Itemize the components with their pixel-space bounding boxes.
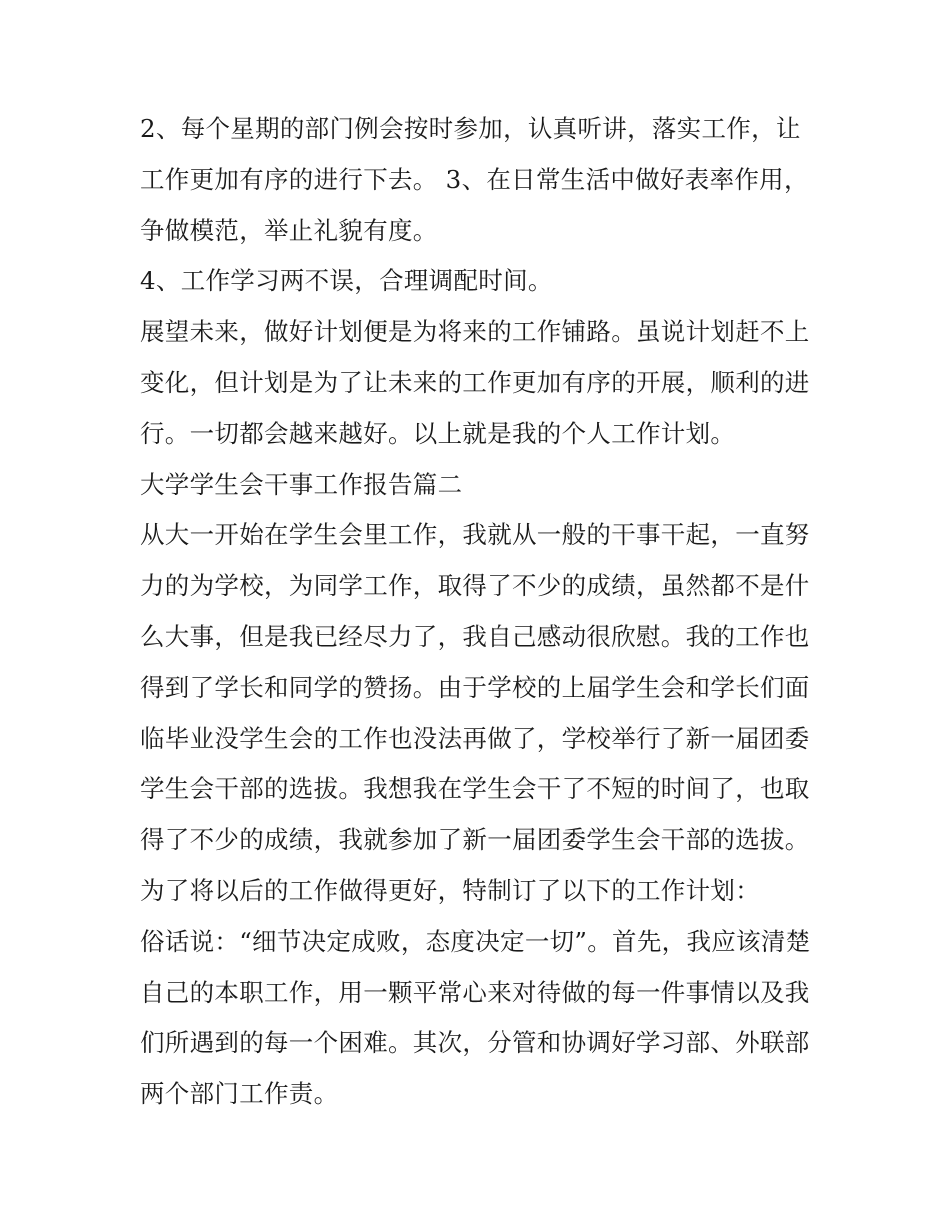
text-line: 为了将以后的工作做得更好，特制订了以下的工作计划： [140,875,760,905]
text-line: 行。一切都会越来越好。以上就是我的个人工作计划。 [140,418,736,448]
text-line: 学生会干部的选拔。我想我在学生会干了不短的时间了，也取 [140,774,810,804]
text-line: 2、每个星期的部门例会按时参加，认真听讲，落实工作，让 [140,114,801,143]
document-body [140,104,812,1120]
text-line: 力的为学校，为同学工作，取得了不少的成绩，虽然都不是什 [140,571,810,601]
text-line: 两个部门工作责。 [140,1079,339,1109]
text-line: 们所遇到的每一个困难。其次，分管和协调好学习部、外联部 [140,1028,810,1058]
text-line: 么大事，但是我已经尽力了，我自己感动很欣慰。我的工作也 [140,621,810,651]
text-line: 俗话说：“细节决定成败，态度决定一切”。首先，我应该清楚 [140,926,811,956]
section-heading: 大学学生会干事工作报告篇二 [140,469,463,499]
text-line: 从大一开始在学生会里工作，我就从一般的干事干起，一直努 [140,520,810,550]
text-line: 临毕业没学生会的工作也没法再做了，学校举行了新一届团委 [140,723,810,753]
text-line: 变化，但计划是为了让未来的工作更加有序的开展，顺利的进 [140,367,810,397]
text-line: 工作更加有序的进行下去。 3、在日常生活中做好表率作用， [140,164,809,194]
text-line: 展望未来，做好计划便是为将来的工作铺路。虽说计划赶不上 [140,317,810,347]
text-line: 得到了学长和同学的赞扬。由于学校的上届学生会和学长们面 [140,672,810,702]
text-line: 得了不少的成绩，我就参加了新一届团委学生会干部的选拔。 [140,825,810,855]
text-line: 争做模范，举止礼貌有度。 [140,215,438,245]
text-line: 自己的本职工作，用一颗平常心来对待做的每一件事情以及我 [140,977,810,1007]
text-line: 4、工作学习两不误，合理调配时间。 [140,266,553,296]
